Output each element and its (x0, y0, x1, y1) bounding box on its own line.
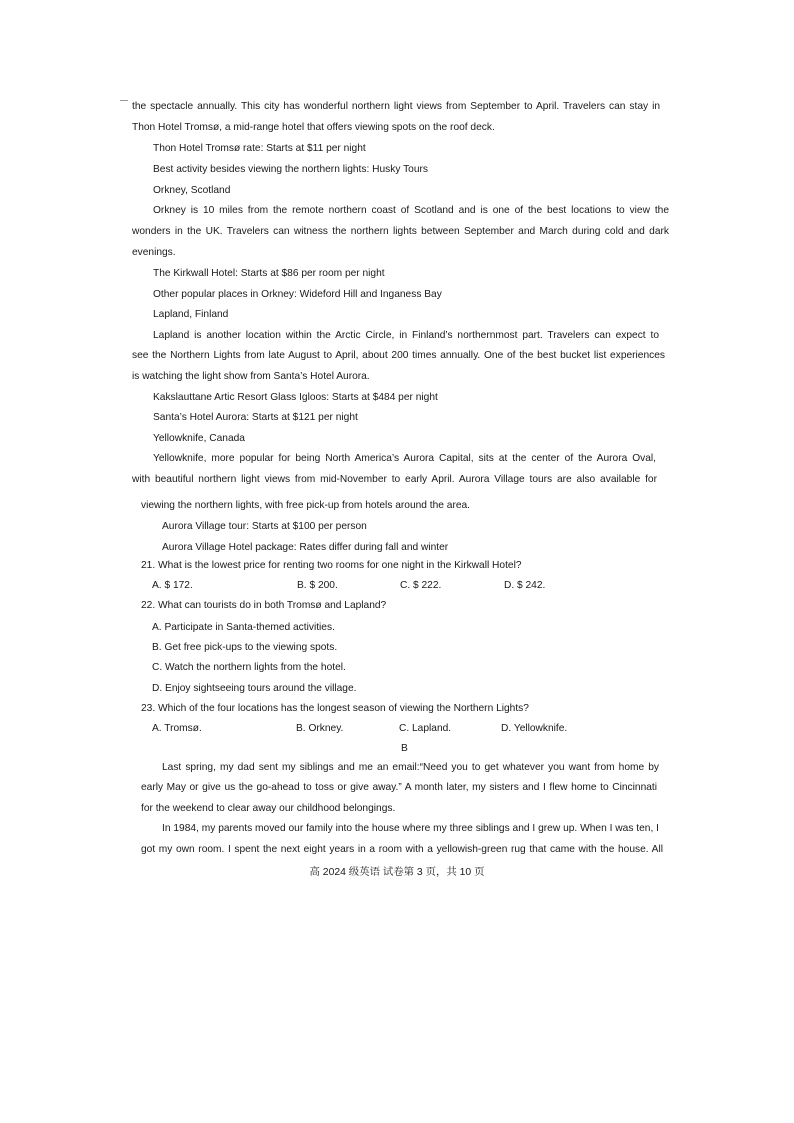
paragraph-line: got my own room. I spent the next eight years in a room with a yellowish-green rug that came with the house. All (141, 844, 663, 855)
paragraph-line: Last spring, my dad sent my siblings and me an email:“Need you to get whatever you want from home by (162, 762, 659, 773)
hotel-rate: Thon Hotel Tromsø rate: Starts at $11 per night (153, 143, 366, 154)
paragraph-line: Yellowknife, more popular for being North America’s Aurora Capital, sits at the center of the Aurora Oval, (153, 453, 656, 464)
paragraph-line: Orkney is 10 miles from the remote northern coast of Scotland and is one of the best locations to view the (153, 205, 669, 216)
hotel-rate: Santa’s Hotel Aurora: Starts at $121 per night (153, 412, 358, 423)
paragraph-line: for the weekend to clear away our childhood belongings. (141, 803, 396, 814)
answer-option[interactable]: D. Enjoy sightseeing tours around the village. (152, 683, 357, 694)
hotel-rate: Kakslauttane Artic Resort Glass Igloos: Starts at $484 per night (153, 392, 438, 403)
answer-option[interactable]: A. Tromsø. (152, 723, 202, 734)
answer-option[interactable]: D. Yellowknife. (501, 723, 568, 734)
places-note: Other popular places in Orkney: Wideford Hill and Inganess Bay (153, 289, 442, 300)
activity-note: Best activity besides viewing the northern lights: Husky Tours (153, 164, 429, 175)
paragraph-line: early May or give us the go-ahead to toss or give away.” A month later, my sisters and I flew home to Cincinnati (141, 782, 657, 793)
question-stem: 23. Which of the four locations has the longest season of viewing the Northern Lights? (141, 703, 529, 714)
paragraph-line: with beautiful northern light views from mid-November to early April. Aurora Village tours are also available for (132, 474, 657, 485)
paragraph-line: see the Northern Lights from late August to April, about 200 times annually. One of the best bucket list experiences (132, 350, 665, 361)
paragraph-line: wonders in the UK. Travelers can witness the northern lights between September and March during cold and dark (132, 226, 669, 237)
paragraph-line: the spectacle annually. This city has wonderful northern light views from September to April. Travelers can stay in (132, 101, 660, 112)
answer-option[interactable]: C. Watch the northern lights from the hotel. (152, 662, 346, 673)
section-label: B (401, 743, 408, 754)
location-heading: Orkney, Scotland (153, 185, 231, 196)
location-heading: Lapland, Finland (153, 309, 229, 320)
answer-option[interactable]: A. Participate in Santa-themed activities. (152, 622, 335, 633)
answer-option[interactable]: C. Lapland. (399, 723, 452, 734)
page-footer: 高 2024 级英语 试卷第 3 页，共 10 页 (309, 867, 485, 878)
paragraph-line: In 1984, my parents moved our family into the house where my three siblings and I grew up. When I was ten, I (162, 823, 659, 834)
paragraph-line: evenings. (132, 247, 176, 258)
location-heading: Yellowknife, Canada (153, 433, 245, 444)
answer-option[interactable]: C. $ 222. (400, 580, 442, 591)
answer-option[interactable]: D. $ 242. (504, 580, 546, 591)
paragraph-line: Lapland is another location within the Arctic Circle, in Finland’s northernmost part. Travelers can expect to (153, 330, 659, 341)
question-stem: 21. What is the lowest price for renting two rooms for one night in the Kirkwall Hotel? (141, 560, 522, 571)
package-note: Aurora Village Hotel package: Rates differ during fall and winter (162, 542, 449, 553)
answer-option[interactable]: B. $ 200. (297, 580, 338, 591)
answer-option[interactable]: A. $ 172. (152, 580, 193, 591)
answer-option[interactable]: B. Get free pick-ups to the viewing spots. (152, 642, 338, 653)
paragraph-line: Thon Hotel Tromsø, a mid-range hotel that offers viewing spots on the roof deck. (132, 122, 495, 133)
tour-rate: Aurora Village tour: Starts at $100 per person (162, 521, 367, 532)
paragraph-line: viewing the northern lights, with free pick-up from hotels around the area. (141, 500, 471, 511)
margin-mark (120, 100, 128, 101)
paragraph-line: is watching the light show from Santa’s Hotel Aurora. (132, 371, 370, 382)
answer-option[interactable]: B. Orkney. (296, 723, 344, 734)
hotel-rate: The Kirkwall Hotel: Starts at $86 per room per night (153, 268, 385, 279)
question-stem: 22. What can tourists do in both Tromsø and Lapland? (141, 600, 387, 611)
